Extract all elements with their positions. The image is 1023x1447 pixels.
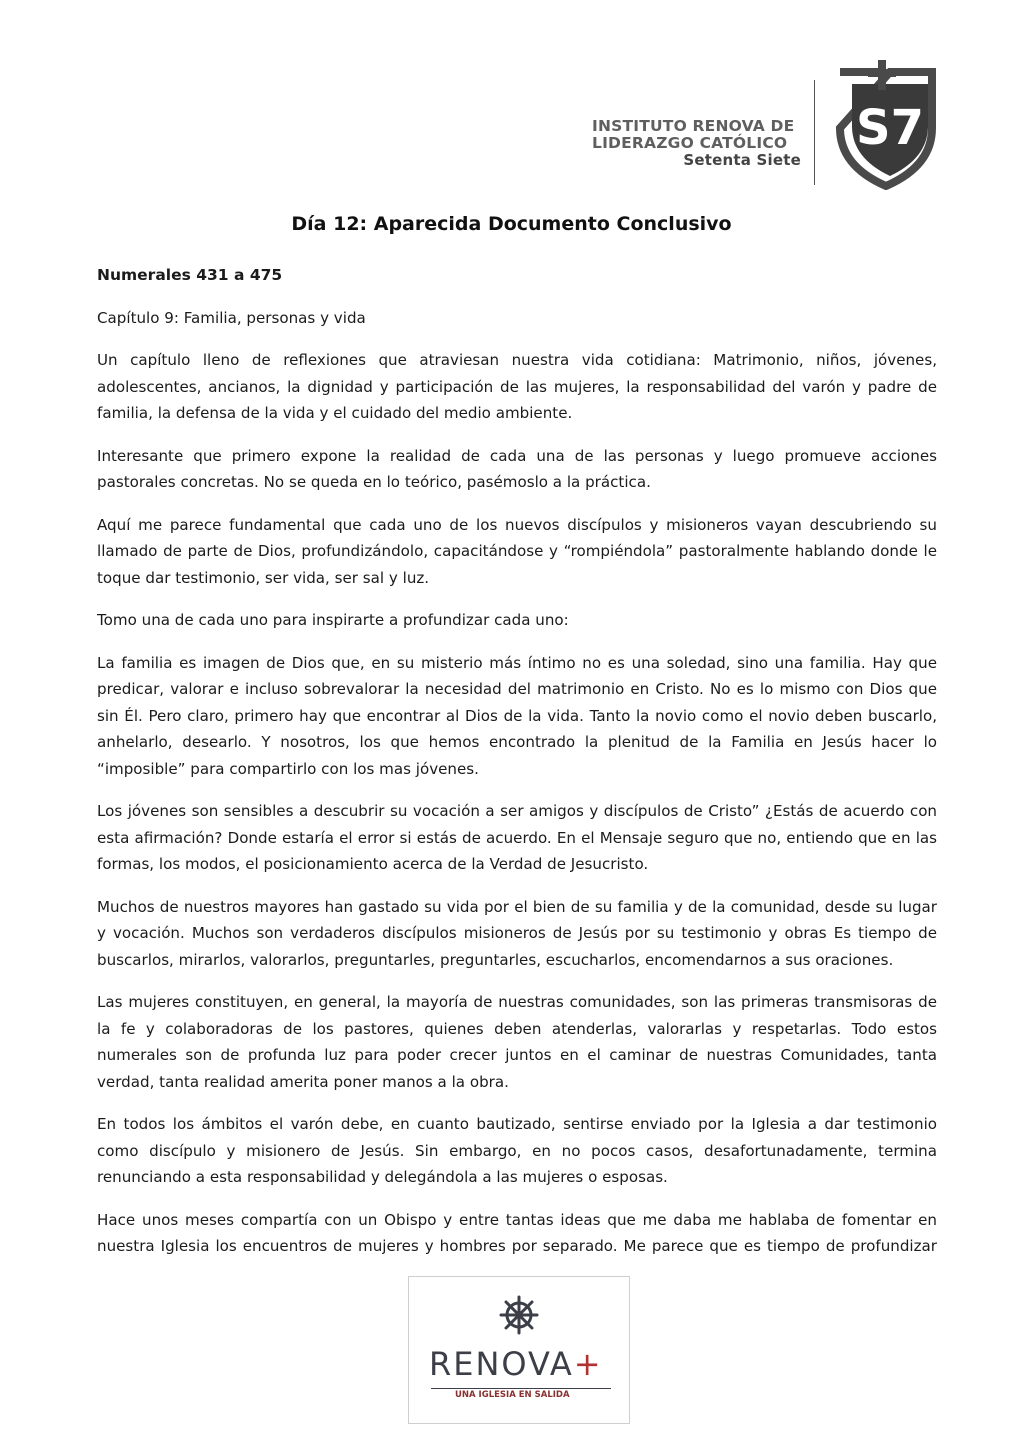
institute-name [592, 118, 807, 169]
renova-brand: RENOVA [429, 1345, 574, 1383]
paragraph: Un capítulo lleno de reflexiones que atraviesan nuestra vida cotidiana: Matrimonio, niños, jóvenes, adolescentes, ancianos, la dignidad y participación de las mujeres, la responsabilidad del varón y padre de familia, la defensa de la vida y el cuidado del medio ambiente. [97, 351, 937, 422]
document-body [97, 262, 937, 1276]
paragraph: La familia es imagen de Dios que, en su misterio más íntimo no es una soledad, sino una familia. Hay que predicar, valorar e incluso sobrevalorar la necesidad del matrimonio en Cristo. No es lo mismo con Dios que sin Él. Pero claro, primero hay que encontrar al Dios de la vida. Tanto la novio como el novio deben buscarlo, anhelarlo, desearlo. Y nosotros, los que hemos encontrado la plenitud de la Familia en Jesús hacer lo “imposible” para compartirlo con los mas jóvenes. [97, 653, 937, 778]
renova-tagline: UNA IGLESIA EN SALIDA [455, 1390, 570, 1400]
renova-plus: + [573, 1345, 603, 1383]
page-title: Día 12: Aparecida Documento Conclusivo [291, 213, 732, 235]
ship-wheel-icon [499, 1295, 539, 1335]
paragraph: En todos los ámbitos el varón debe, en cuanto bautizado, sentirse enviado por la Iglesia a dar testimonio como discípulo y misionero de Jesús. Sin embargo, en no pocos casos, desafortunadamente, termina renunciando a esta responsabilidad y delegándola a las mujeres o esposas. [97, 1115, 937, 1186]
logo-divider [814, 80, 815, 185]
renova-logo [408, 1276, 630, 1424]
paragraph: Los jóvenes son sensibles a descubrir su vocación a ser amigos y discípulos de Cristo” ¿Estás de acuerdo con esta afirmación? Donde estaría el error si estás de acuerdo. En el Mensaje seguro que no, entiendo que en las formas, los modos, el posicionamiento acerca de la Verdad de Jesucristo. [97, 802, 937, 873]
renova-underline [431, 1388, 611, 1389]
institute-line-3: Setenta Siete [683, 151, 801, 169]
paragraph: Muchos de nuestros mayores han gastado su vida por el bien de su familia y de la comunidad, desde su lugar y vocación. Muchos son verdaderos discípulos misioneros de Jesús por su testimonio y obras Es tiempo de buscarlos, mirarlos, valorarlos, preguntarles, preguntarles, escucharlos, encomendarnos a sus oraciones. [97, 897, 937, 969]
paragraph: Tomo una de cada uno para inspirarte a profundizar cada uno: [97, 611, 569, 629]
paragraph: Aquí me parece fundamental que cada uno de los nuevos discípulos y misioneros vayan descubriendo su llamado de parte de Dios, profundizándolo, capacitándose y “rompiéndola” pastoralmente hablando donde le toque dar testimonio, ser vida, ser sal y luz. [97, 515, 937, 587]
paragraph: Interesante que primero expone la realidad de cada una de las personas y luego promueve acciones pastorales concretas. No se queda en lo teórico, pasémoslo a la práctica. [97, 446, 937, 491]
renova-wordmark [429, 1345, 611, 1383]
shield-text: S7 [856, 100, 924, 156]
numerales-heading: Numerales 431 a 475 [97, 266, 283, 284]
chapter-heading: Capítulo 9: Familia, personas y vida [97, 308, 366, 327]
shield-s7-icon [832, 58, 940, 190]
paragraph: Hace unos meses compartía con un Obispo y entre tantas ideas que me daba me hablaba de fomentar en nuestra Iglesia los encuentros de mujeres y hombres por separado. Me parece que es tiempo de profundizar [97, 1210, 937, 1255]
institute-line-1: INSTITUTO RENOVA DE [592, 117, 795, 135]
paragraph: Las mujeres constituyen, en general, la mayoría de nuestras comunidades, son las primeras transmisoras de la fe y colaboradoras de los pastores, quienes deben atenderlas, valorarlas y respetarlas. Todo estos numerales son de profunda luz para poder crecer juntos en el caminar de nuestras Comunidades, tanta verdad, tanta realidad amerita poner manos a la obra. [97, 993, 937, 1091]
institute-logo [592, 58, 942, 190]
institute-line-2: LIDERAZGO CATÓLICO [592, 134, 788, 152]
